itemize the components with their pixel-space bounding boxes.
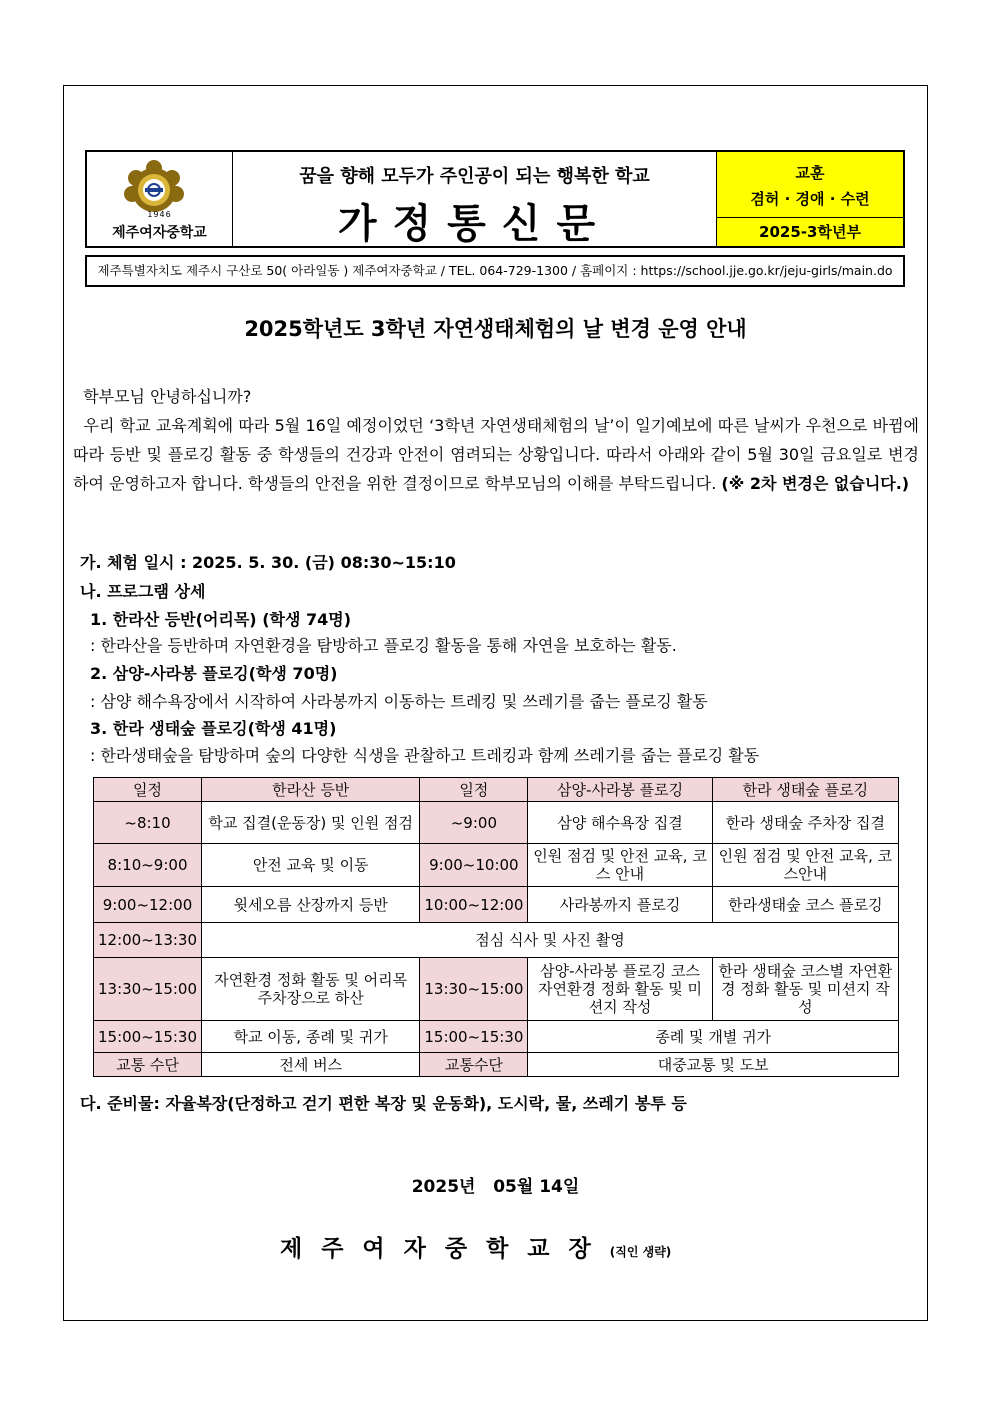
transport-row (94, 1053, 899, 1077)
motto-label: 교훈 (795, 164, 825, 182)
school-slogan: 꿈을 향해 모두가 주인공이 되는 행복한 학교 (299, 166, 650, 187)
table-cell: 학교 이동, 종례 및 귀가 (202, 1021, 420, 1053)
school-logo-cell (87, 152, 233, 246)
table-header-row (94, 778, 899, 802)
school-name: 제주여자중학교 (112, 225, 207, 241)
intro-text (73, 382, 919, 498)
table-row (94, 887, 899, 923)
schedule-table (93, 777, 899, 1077)
table-row (94, 1021, 899, 1053)
title-cell (233, 152, 717, 246)
motto-cell (717, 152, 903, 246)
table-cell: 학교 집결(운동장) 및 인원 점검 (202, 802, 420, 844)
table-header: 일정 (94, 778, 202, 802)
table-row (94, 923, 899, 958)
table-header: 삼양-사라봉 플로깅 (528, 778, 712, 802)
table-cell: 대중교통 및 도보 (528, 1053, 899, 1077)
table-row (94, 802, 899, 844)
table-cell: 8:10~9:00 (94, 844, 202, 887)
table-cell: 9:00~12:00 (94, 887, 202, 923)
intro-paragraph: 우리 학교 교육계획에 따라 5월 16일 예정이었던 ‘3학년 자연생태체험의 날’이 일기예보에 따른 날씨가 우천으로 바뀜에 따라 등반 및 플로깅 활동 중 학생들의 건강과 안전이 염려되는 상황입니다. 따라서 아래와 같이 5월 30일 금요일로 변경하여 운영하고자 합니다. 학생들의 안전을 위한 결정이므로 학부모님의 이해를 부탁드립니다. (※ 2차 변경은 없습니다.) (73, 416, 919, 493)
table-cell: 인원 점검 및 안전 교육, 코스안내 (712, 844, 898, 887)
program-title: 나. 프로그램 상세 (80, 582, 206, 601)
intro-note: (※ 2차 변경은 없습니다.) (721, 474, 910, 493)
table-cell: 윗세오름 산장까지 등반 (202, 887, 420, 923)
table-cell: 15:00~15:30 (94, 1021, 202, 1053)
table-cell: 전세 버스 (202, 1053, 420, 1077)
table-cell: 10:00~12:00 (420, 887, 528, 923)
table-cell: 교통수단 (420, 1053, 528, 1077)
signer-name: 제주여자중학교장 (280, 1236, 610, 1262)
table-cell: 13:30~15:00 (94, 958, 202, 1021)
program-1-title: 1. 한라산 등반(어리목) (학생 74명) (90, 610, 352, 629)
greeting: 학부모님 안녕하십니까? (83, 387, 252, 406)
table-cell: 13:30~15:00 (420, 958, 528, 1021)
table-cell: 삼양 해수욕장 집결 (528, 802, 712, 844)
date-line: 가. 체험 일시 : 2025. 5. 30. (금) 08:30~15:10 (80, 553, 456, 572)
table-row (94, 958, 899, 1021)
table-cell: 한라 생태숲 주차장 집결 (712, 802, 898, 844)
table-cell: 9:00~10:00 (420, 844, 528, 887)
table-cell: 인원 점검 및 안전 교육, 코스 안내 (528, 844, 712, 887)
issue-label: 2025-3학년부 (759, 223, 861, 241)
table-header: 한라 생태숲 플로깅 (712, 778, 898, 802)
table-header: 한라산 등반 (202, 778, 420, 802)
program-3-desc: : 한라생태숲을 탐방하며 숲의 다양한 식생을 관찰하고 트레킹과 함께 쓰레기를 줍는 플로깅 활동 (90, 746, 760, 765)
motto-box (717, 152, 903, 218)
signer (280, 1230, 671, 1263)
table-cell: 삼양-사라봉 플로깅 코스 자연환경 정화 활동 및 미션지 작성 (528, 958, 712, 1021)
signer-note: (직인 생략) (609, 1245, 672, 1259)
document-title: 2025학년도 3학년 자연생태체험의 날 변경 운영 안내 (244, 317, 747, 341)
table-cell: 한라생태숲 코스 플로깅 (712, 887, 898, 923)
letter-header (85, 150, 905, 248)
table-cell: 한라 생태숲 코스별 자연환경 정화 활동 및 미션지 작성 (712, 958, 898, 1021)
table-cell: ~9:00 (420, 802, 528, 844)
table-cell: ~8:10 (94, 802, 202, 844)
table-cell: 점심 식사 및 사진 촬영 (202, 923, 899, 958)
table-cell: 종례 및 개별 귀가 (528, 1021, 899, 1053)
program-2-desc: : 삼양 해수욕장에서 시작하여 사라봉까지 이동하는 트레킹 및 쓰레기를 줍는 플로깅 활동 (90, 692, 708, 711)
table-cell: 교통 수단 (94, 1053, 202, 1077)
issue-date: 2025년 05월 14일 (411, 1177, 580, 1197)
motto-text: 겸허 · 경애 · 수련 (750, 190, 870, 208)
table-cell: 15:00~15:30 (420, 1021, 528, 1053)
program-2-title: 2. 삼양-사라봉 플로깅(학생 70명) (90, 664, 338, 683)
school-address: 제주특별자치도 제주시 구산로 50( 아라일동 ) 제주여자중학교 / TEL. 064-729-1300 / 홈페이지 : https://school.jje.go.kr/jeju-girls/main.do (85, 255, 905, 287)
table-cell: 12:00~13:30 (94, 923, 202, 958)
page-title: 가정통신문 (337, 201, 612, 247)
supplies-line: 다. 준비물: 자율복장(단정하고 걷기 편한 복장 및 운동화), 도시락, 물, 쓰레기 봉투 등 (80, 1094, 687, 1113)
table-cell: 자연환경 정화 활동 및 어리목 주차장으로 하산 (202, 958, 420, 1021)
seal-year: 1946 (147, 210, 172, 219)
table-header: 일정 (420, 778, 528, 802)
program-1-desc: : 한라산을 등반하며 자연환경을 탐방하고 플로깅 활동을 통해 자연을 보호하는 활동. (90, 636, 677, 655)
table-row (94, 844, 899, 887)
program-3-title: 3. 한라 생태숲 플로깅(학생 41명) (90, 719, 337, 738)
table-cell: 사라봉까지 플로깅 (528, 887, 712, 923)
table-cell: 안전 교육 및 이동 (202, 844, 420, 887)
